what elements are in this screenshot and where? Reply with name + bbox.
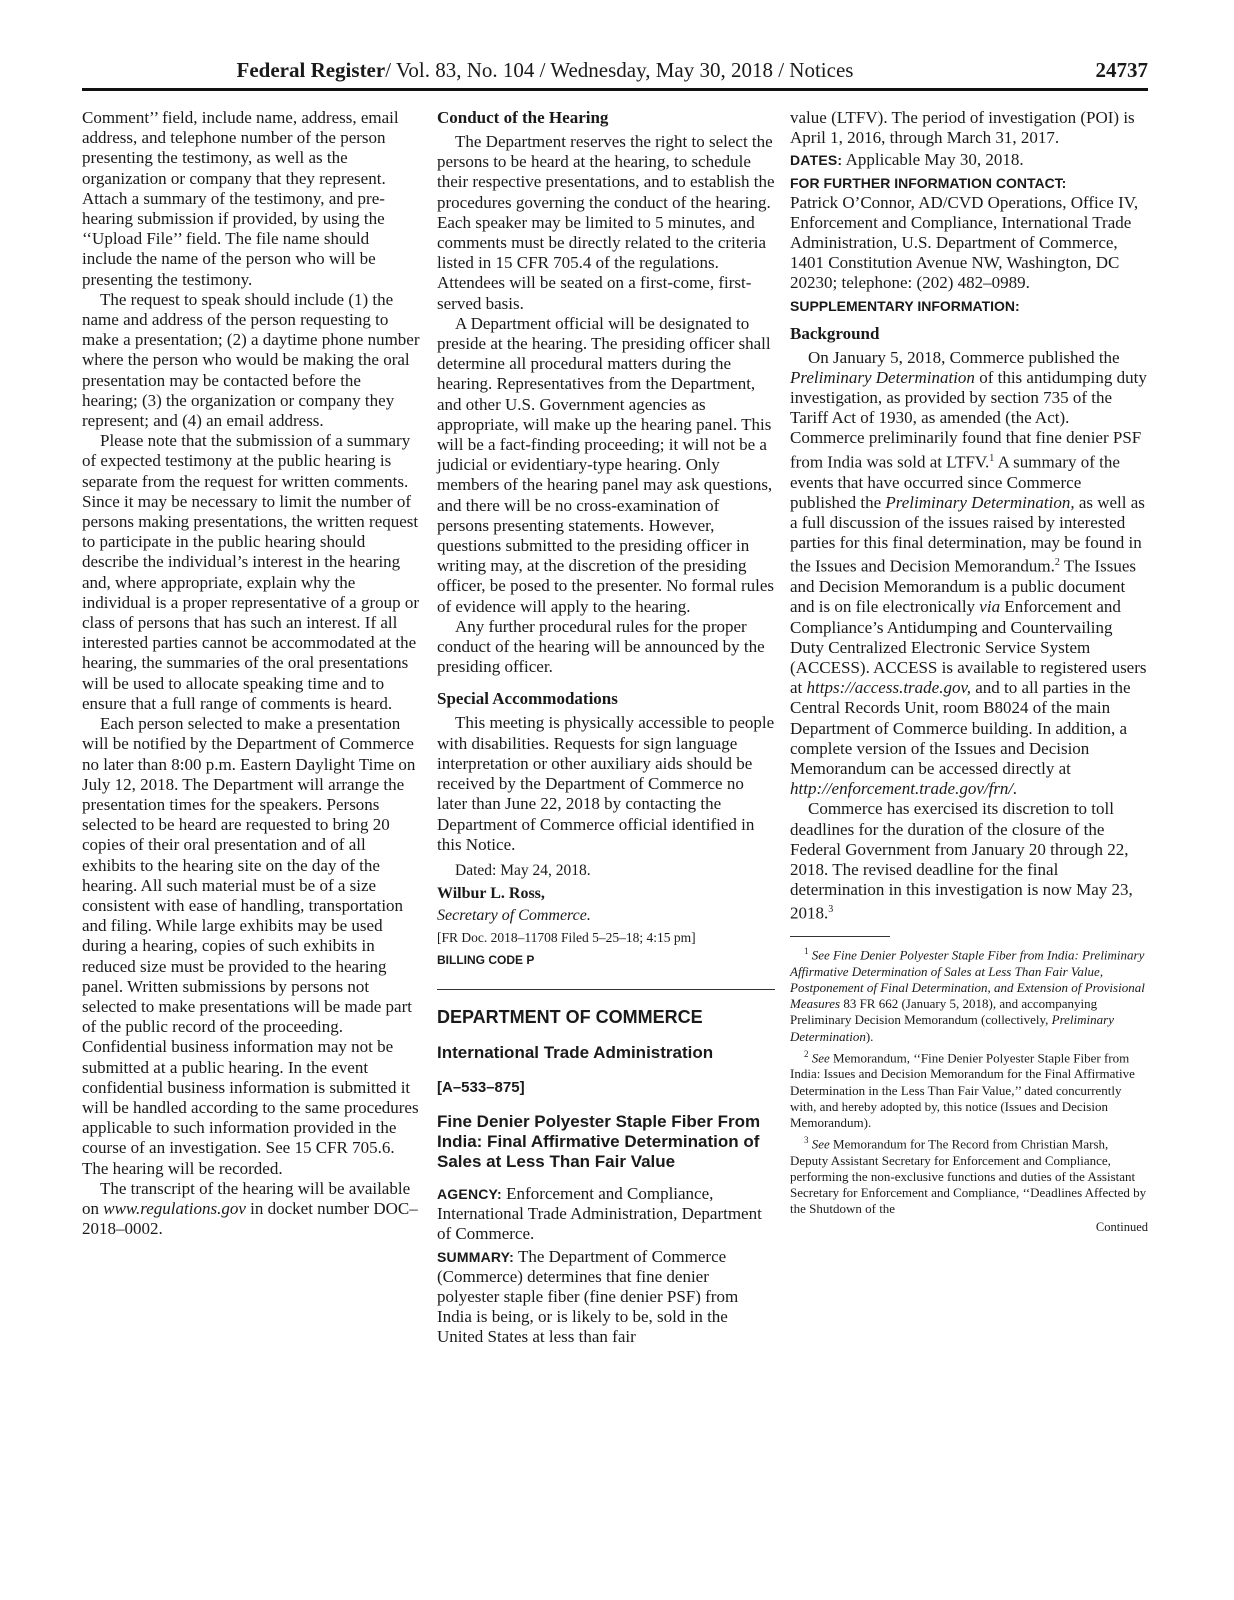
fr-doc-line: [FR Doc. 2018–11708 Filed 5–25–18; 4:15 pm] — [437, 929, 696, 945]
paragraph: Any further procedural rules for the proper conduct of the hearing will be announced by the presiding officer. — [437, 616, 765, 677]
paragraph: value (LTFV). The period of investigation (POI) is April 1, 2016, through March 31, 2017. — [790, 108, 1135, 148]
page-header — [82, 56, 1148, 90]
text-run: Preliminary Determination — [790, 1012, 1114, 1044]
agency-paragraph — [437, 1184, 775, 1245]
summary-paragraph — [437, 1247, 775, 1348]
paragraph — [790, 799, 1148, 924]
signer-name: Wilbur L. Ross, — [437, 884, 545, 902]
text-run: Memorandum for The Record from Christian Marsh, Deputy Assistant Secretary for Enforcement and Compliance, performing the non-exclusive functions and duties of the Assistant Secretary for Enforcement and Compliance, ‘‘Deadlines Affected by the Shutdown of the — [790, 1136, 1147, 1217]
section-divider — [437, 989, 775, 990]
contact-paragraph: Patrick O’Connor, AD/CVD Operations, Office IV, Enforcement and Compliance, International Trade Administration, U.S. Department of Commerce, 1401 Constitution Avenue NW, Washington, DC 20230; telephone: (202) 482–0989. — [790, 192, 1139, 293]
header-rule — [82, 88, 1148, 91]
section-heading: Special Accommodations — [437, 689, 618, 709]
contact-label: FOR FURTHER INFORMATION CONTACT: — [790, 174, 1067, 191]
paragraph — [82, 1179, 420, 1240]
text-run: ). — [865, 1028, 874, 1044]
paragraph: The Department reserves the right to select the persons to be heard at the hearing, to schedule their respective presentations, and to establish the procedures governing the conduct of the hearing. Each speaker may be limited to 5 minutes, and comments must be directly related to the criteria listed in 15 CFR 705.4 of the regulations. Attendees will be seated on a first-come, first-served basis. — [437, 132, 775, 313]
publication-name: Federal Register — [236, 58, 386, 82]
footnote-number: 1 — [804, 946, 809, 957]
text-run: via — [979, 597, 1001, 617]
text-run: 83 FR 662 (January 5, 2018), and accompanying Preliminary Decision Memorandum (collectively, — [790, 996, 1098, 1028]
paragraph: This meeting is physically accessible to people with disabilities. Requests for sign language interpretation or other auxiliary aids should be received by the Department of Commerce no later than June 22, 2018 by contacting the Department of Commerce official identified in this Notice. — [437, 713, 775, 854]
paragraph: Comment’’ field, include name, address, email address, and telephone number of the person presenting the testimony, as well as the organization or company that they represent. Attach a summary of the testimony, and pre-hearing submission if provided, by using the ‘‘Upload File’’ field. The file name should include the name of the person who will be presenting the testimony. — [82, 108, 399, 289]
supplementary-label: SUPPLEMENTARY INFORMATION: — [790, 297, 1020, 314]
text-run: Applicable May 30, 2018. — [842, 150, 1024, 170]
summary-label: SUMMARY: — [437, 1248, 515, 1265]
text-run: in docket number DOC–2018–0002. — [82, 1198, 418, 1239]
dates-label: DATES: — [790, 152, 843, 169]
billing-code: BILLING CODE P — [437, 952, 535, 967]
dates-paragraph — [790, 150, 1148, 170]
text-run: A summary of the events that have occurred since Commerce published the — [790, 452, 1120, 512]
agency-label: AGENCY: — [437, 1185, 502, 1202]
paragraph: A Department official will be designated to preside at the hearing. The presiding officer shall determine all procedural matters during the hearing. Representatives from the Department, and other U.S. Government agencies as appropriate, will make up the hearing panel. This will be a fact-finding proceeding; it will not be a judicial or evidentiary-type hearing. Only members of the hearing panel may ask questions, and there will be no cross-examination of persons presenting statements. However, questions submitted to the presiding officer in writing may, at the discretion of the presiding officer, be posed to the presenter. No formal rules of evidence will apply to the hearing. — [437, 313, 775, 616]
text-run: and to all parties in the Central Records Unit, room B8024 of the main Department of Commerce building. In addition, a complete version of the Issues and Decision Memorandum can be accessed directly at — [790, 678, 1131, 778]
footnote-ref[interactable]: 1 — [989, 452, 995, 464]
page-number: 24737 — [1095, 58, 1148, 82]
footnote-1 — [790, 943, 1148, 1045]
paragraph: Please note that the submission of a summary of expected testimony at the public hearing is separate from the request for written comments. Since it may be necessary to limit the number of persons making presentations, the written request to participate in the public hearing should describe the individual’s interest in the hearing and, where appropriate, explain why the individual is a proper representative of a group or class of persons that has such an interest. If all interested parties cannot be accommodated at the hearing, the summaries of the oral presentations will be used to allocate speaking time and to ensure that a full range of comments is heard. — [82, 431, 420, 713]
text-run: The Issues and Decision Memorandum is a public document and is on file electronically — [790, 556, 1137, 617]
paragraph — [790, 348, 1148, 800]
continued-note: Continued — [1095, 1219, 1148, 1234]
text-run: as well as a full discussion of the issues raised by interested parties for this final determination, may be found in the Issues and Decision Memorandum. — [790, 492, 1145, 576]
footnote-ref[interactable]: 2 — [1054, 557, 1060, 569]
header-citation — [82, 56, 1008, 84]
text-run: See Fine Denier Polyester Staple Fiber from India: Preliminary Affirmative Determination of Sales at Less Than Fair Value, Postponement of Final Determination, and Extension of Provisional Measures — [790, 947, 1145, 1012]
text-run: On January 5, 2018, Commerce published the — [808, 347, 1120, 367]
text-run: See — [811, 1136, 830, 1152]
access-link[interactable]: https://access.trade.gov, — [806, 678, 971, 698]
dated-line: Dated: May 24, 2018. — [455, 861, 591, 879]
footnote-2 — [790, 1046, 1148, 1131]
enforcement-link[interactable]: http://enforcement.trade.gov/frn/. — [790, 779, 1018, 799]
regulations-link[interactable]: www.regulations.gov — [103, 1198, 246, 1218]
text-run: Preliminary Determination — [790, 367, 975, 387]
signer-title: Secretary of Commerce. — [437, 906, 591, 924]
footnote-rule — [790, 936, 890, 937]
text-run: Enforcement and Compliance, International Trade Administration, Department of Commerce. — [437, 1183, 762, 1244]
footnote-3 — [790, 1132, 1148, 1217]
footnote-number: 3 — [804, 1135, 809, 1146]
column-3 — [790, 108, 1148, 1235]
text-run: The Department of Commerce (Commerce) determines that fine denier polyester staple fiber (fine denier PSF) from India is being, or is likely to be, sold in the United States at less than fair — [437, 1246, 739, 1347]
footnote-number: 2 — [804, 1048, 809, 1059]
column-1 — [82, 108, 420, 1239]
text-run: Enforcement and Compliance’s Antidumping and Countervailing Duty Centralized Electronic Service System (ACCESS). ACCESS is available to registered users at — [790, 597, 1147, 698]
department-heading: DEPARTMENT OF COMMERCE — [437, 1006, 703, 1027]
text-run: Commerce has exercised its discretion to toll deadlines for the duration of the closure of the Federal Government from January 20 through 22, 2018. The revised deadline for the final determination in this investigation is now May 23, 2018. — [790, 799, 1133, 924]
text-run: The transcript of the hearing will be available on — [82, 1178, 411, 1218]
section-heading: Conduct of the Hearing — [437, 108, 609, 127]
paragraph: The request to speak should include (1) the name and address of the person requesting to make a presentation; (2) a daytime phone number where the person who would be making the oral presentation may be contacted before the hearing; (3) the organization or company they represent; and (4) an email address. — [82, 289, 420, 431]
issue-details: / Vol. 83, No. 104 / Wednesday, May 30, 2018 / Notices — [385, 58, 854, 82]
text-run: Preliminary Determination, — [885, 492, 1075, 512]
docket-number: [A–533–875] — [437, 1078, 525, 1096]
text-run: of this antidumping duty investigation, as provided by section 735 of the Tariff Act of 1930, as amended (the Act). Commerce preliminarily found that fine denier PSF from India was sold at LTFV. — [790, 367, 1147, 472]
text-run: Memorandum, ‘‘Fine Denier Polyester Staple Fiber from India: Issues and Decision Memorandum for the Final Affirmative Determination in the Less Than Fair Value,’’ dated concurrently with, and hereby adopted by, this notice (Issues and Decision Memorandum). — [790, 1050, 1135, 1130]
text-run: See — [811, 1050, 830, 1066]
section-heading: Background — [790, 323, 880, 343]
column-2 — [437, 108, 775, 1348]
footnote-ref[interactable]: 3 — [828, 904, 834, 916]
agency-heading: International Trade Administration — [437, 1042, 714, 1062]
paragraph: Each person selected to make a presentation will be notified by the Department of Commerce no later than 8:00 p.m. Eastern Daylight Time on July 12, 2018. The Department will arrange the presentation times for the speakers. Persons selected to be heard are requested to bring 20 copies of their oral presentation and of all exhibits to the hearing site on the day of the hearing. All such material must be of a size consistent with ease of handling, transportation and filing. While large exhibits may be used during a hearing, copies of such exhibits in reduced size must be provided to the hearing panel. Written submissions by persons not selected to make presentations will be made part of the public record of the proceeding. Confidential business information may not be submitted at a public hearing. In the event confidential business information is submitted it will be handled according to the same procedures applicable to such information provided in the course of an investigation. See 15 CFR 705.6. The hearing will be recorded. — [82, 714, 419, 1178]
notice-title: Fine Denier Polyester Staple Fiber From India: Final Affirmative Determination of Sales at Less Than Fair Value — [437, 1111, 761, 1171]
